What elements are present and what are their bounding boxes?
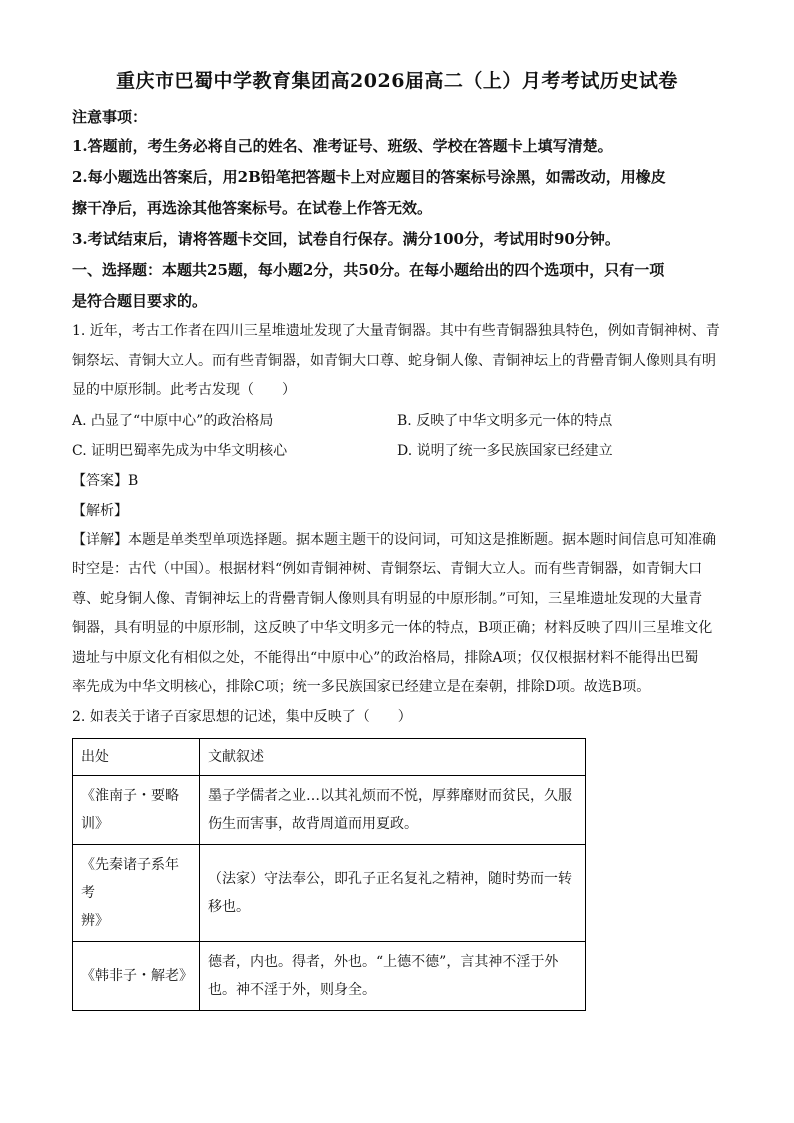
source-line: 《先秦诸子系年考	[81, 857, 179, 901]
table-cell-source	[73, 942, 200, 1011]
table-cell-source	[73, 776, 200, 845]
question-1	[72, 317, 722, 703]
table-cell-text	[200, 942, 586, 1011]
q1-detail-line: 遗址与中原文化有相似之处，不能得出“中原中心”的政治格局，排除A项；仅仅根据材料不能得出巴蜀	[72, 649, 699, 666]
page-title: 重庆市巴蜀中学教育集团高2026届高二（上）月考考试历史试卷	[116, 70, 678, 92]
table-header-source: 出处	[73, 739, 200, 776]
notice-item-2: 2.每小题选出答案后，用2B铅笔把答题卡上对应题目的答案标号涂黑，如需改动，用橡皮	[72, 168, 666, 186]
text-line: 德者，内也。得者，外也。“上德不德”，言其神不淫于外	[208, 954, 559, 970]
text-line: 也。神不淫于外，则身全。	[208, 982, 376, 998]
table-row	[73, 942, 586, 1011]
q1-detail-line: 【详解】本题是单类型单项选择题。据本题主题干的设问词，可知这是推断题。据本题时间信息可知准确	[72, 531, 716, 548]
q1-options	[72, 406, 722, 466]
exam-page	[72, 66, 722, 1011]
q1-analysis-tag: 【解析】	[72, 502, 128, 519]
source-line: 《韩非子・解老》	[81, 968, 193, 984]
source-line: 训》	[81, 816, 109, 832]
table-cell-text	[200, 845, 586, 942]
table-header-text: 文献叙述	[200, 739, 586, 776]
q1-answer: 【答案】B	[72, 472, 139, 489]
text-line: 墨子学儒者之业…以其礼烦而不悦，厚葬靡财而贫民，久服	[208, 788, 572, 804]
section-heading-cont: 是符合题目要求的。	[72, 292, 208, 310]
section-heading: 一、选择题：本题共25题，每小题2分，共50分。在每小题给出的四个选项中，只有一项	[72, 261, 665, 279]
text-line: 移也。	[208, 899, 250, 915]
q1-stem-line: 显的中原形制。此考古发现（ ）	[72, 382, 296, 398]
source-line: 《淮南子・要略	[81, 788, 179, 804]
table-cell-source	[73, 845, 200, 942]
source-line: 辨》	[81, 913, 109, 929]
notice-item-1: 1.答题前，考生务必将自己的姓名、准考证号、班级、学校在答题卡上填写清楚。	[72, 137, 613, 155]
table-row	[73, 845, 586, 942]
q1-option-c: C. 证明巴蜀率先成为中华文明核心	[72, 442, 288, 459]
q1-option-d: D. 说明了统一多民族国家已经建立	[397, 442, 613, 459]
q2-stem: 2. 如表关于诸子百家思想的记述，集中反映了（ ）	[72, 708, 412, 725]
q1-option-b: B. 反映了中华文明多元一体的特点	[397, 412, 613, 429]
q1-detail-line: 铜器，具有明显的中原形制，这反映了中华文明多元一体的特点，B项正确；材料反映了四川三星堆文化	[72, 620, 713, 636]
table-row	[73, 776, 586, 845]
text-line: （法家）守法奉公，即孔子正名复礼之精神，随时势而一转	[208, 871, 572, 887]
table-cell-text	[200, 776, 586, 845]
notice-item-2-cont: 擦干净后，再选涂其他答案标号。在试卷上作答无效。	[72, 199, 433, 217]
q1-detail-line: 率先成为中华文明核心，排除C项；统一多民族国家已经建立是在秦朝，排除D项。故选B项。	[72, 679, 651, 695]
text-line: 伤生而害事，故背周道而用夏政。	[208, 816, 418, 832]
q2-source-table	[72, 738, 586, 1011]
q1-stem-line: 1. 近年，考古工作者在四川三星堆遗址发现了大量青铜器。其中有些青铜器独具特色，例如青铜神树、青	[72, 323, 720, 339]
notice-heading: 注意事项：	[72, 108, 148, 126]
table-header-row	[73, 739, 586, 776]
q1-detail-line: 尊、蛇身铜人像、青铜神坛上的背罍青铜人像则具有明显的中原形制。”可知，三星堆遗址发现的大量青	[72, 590, 703, 607]
notice-item-3: 3.考试结束后，请将答题卡交回，试卷自行保存。满分100分，考试用时90分钟。	[72, 230, 620, 248]
q1-option-a: A. 凸显了“中原中心”的政治格局	[72, 412, 274, 429]
question-2	[72, 703, 722, 1012]
q1-detail-line: 时空是：古代（中国）。根据材料“例如青铜神树、青铜祭坛、青铜大立人。而有些青铜器，如青铜大口	[72, 561, 703, 577]
q1-stem-line: 铜祭坛、青铜大立人。而有些青铜器，如青铜大口尊、蛇身铜人像、青铜神坛上的背罍青铜人像则具有明	[72, 352, 716, 369]
